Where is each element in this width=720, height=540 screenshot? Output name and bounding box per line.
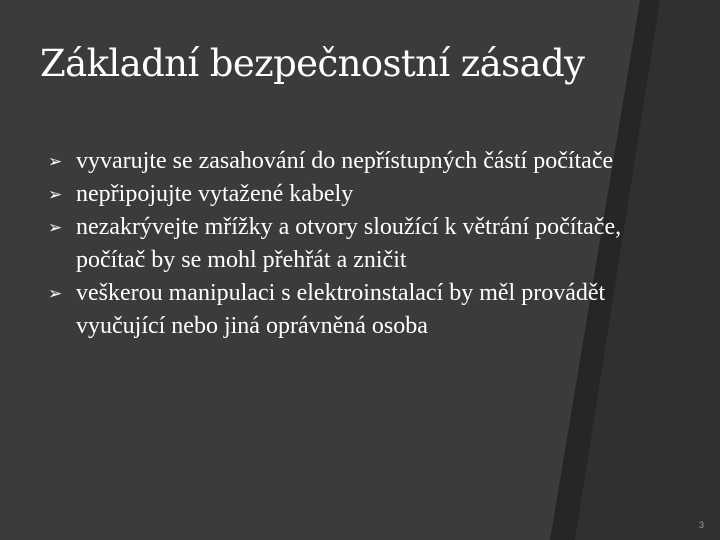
list-item [48, 277, 628, 343]
list-item [48, 178, 628, 211]
arrow-bullet-icon: ➢ [48, 218, 63, 237]
arrow-bullet-icon: ➢ [48, 152, 63, 171]
bullet-text: vyvarujte se zasahování do nepřístupných částí počítače [76, 148, 614, 174]
slide-title: Základní bezpečnostní zásady [40, 42, 585, 85]
list-item [48, 145, 628, 178]
arrow-bullet-icon: ➢ [48, 284, 63, 303]
bullet-list [48, 145, 628, 343]
bullet-text: nezakrývejte mřížky a otvory sloužící k větrání počítače, počítač by se mohl přehřát a zničit [76, 214, 622, 273]
page-number: 3 [698, 520, 704, 530]
list-item [48, 211, 628, 277]
arrow-bullet-icon: ➢ [48, 185, 63, 204]
bullet-text: veškerou manipulaci s elektroinstalací by měl provádět vyučující nebo jiná oprávněná osoba [76, 280, 606, 339]
bullet-text: nepřipojujte vytažené kabely [76, 181, 354, 207]
